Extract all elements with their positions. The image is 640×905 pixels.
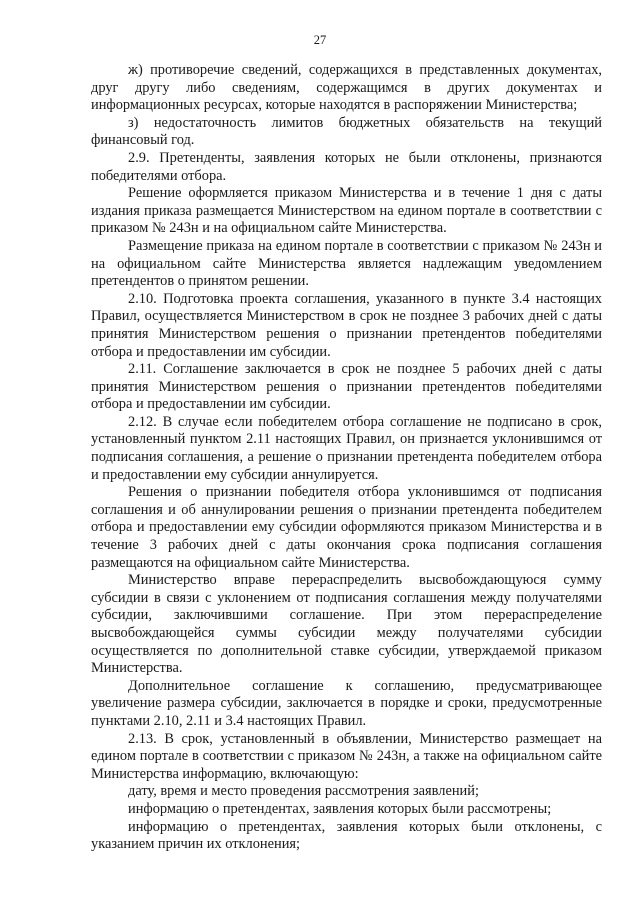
paragraph-zh-contradiction: ж) противоречие сведений, содержащихся в представленных документах, друг другу либо сведениям, содержащимся в других документах и информационных ресурсах, которые находятся в распоряжении Министерства; [91, 62, 602, 114]
paragraph-evasion-decisions: Решения о признании победителя отбора уклонившимся от подписания соглашения и об аннулировании решения о признании претендента победителем отбора и предоставлении ему субсидии оформляются приказом Министерства и в течение 3 рабочих дней с даты окончания срока подписания соглашения размещаются на официальном сайте Министерства. [91, 484, 602, 571]
paragraph-2-11-agreement-deadline: 2.11. Соглашение заключается в срок не позднее 5 рабочих дней с даты принятия Министерством решения о признании претендентов победителями отбора и предоставлении им субсидии. [91, 361, 602, 413]
page-number: 27 [313, 33, 327, 47]
list-item-rejected-applicants: информацию о претендентах, заявления которых были отклонены, с указанием причин их отклонения; [91, 818, 602, 853]
paragraph-2-12-unsigned-agreement: 2.12. В случае если победителем отбора соглашение не подписано в срок, установленный пунктом 2.11 настоящих Правил, он признается уклонившимся от подписания соглашения, а решение о признании претендента победителем отбора и предоставлении ему субсидии аннулируется. [91, 413, 602, 483]
paragraph-2-10-agreement-draft: 2.10. Подготовка проекта соглашения, указанного в пункте 3.4 настоящих Правил, осуществляется Министерством в срок не позднее 3 рабочих дней с даты принятия Министерством решения о признании претендентов победителями отбора и предоставлении им субсидии. [91, 290, 602, 360]
paragraph-order-publication: Размещение приказа на едином портале в соответствии с приказом № 243н и на официальном сайте Министерства является надлежащим уведомлением претендентов о принятом решении. [91, 237, 602, 290]
paragraph-decision-order: Решение оформляется приказом Министерства и в течение 1 дня с даты издания приказа размещается Министерством на едином портале в соответствии с приказом № 243н и на официальном сайте Министерства. [91, 185, 602, 237]
paragraph-2-13-publication: 2.13. В срок, установленный в объявлении, Министерство размещает на едином портале в соответствии с приказом № 243н, а также на официальном сайте Министерства информацию, включающую: [91, 730, 602, 782]
list-item-reviewed-applicants: информацию о претендентах, заявления которых были рассмотрены; [128, 800, 552, 817]
document-body [91, 62, 602, 854]
paragraph-2-9-winners: 2.9. Претенденты, заявления которых не были отклонены, признаются победителями отбора. [91, 149, 602, 184]
paragraph-redistribution: Министерство вправе перераспределить высвобождающуюся сумму субсидии в связи с уклонением от подписания соглашения между получателями субсидии, заключившими соглашение. При этом перераспределение высвобождающейся суммы субсидии между получателями субсидии осуществляется по дополнительной ставке субсидии, утверждаемой приказом Министерства. [91, 572, 602, 677]
paragraph-additional-agreement: Дополнительное соглашение к соглашению, предусматривающее увеличение размера субсидии, заключается в порядке и сроки, предусмотренные пунктами 2.10, 2.11 и 3.4 настоящих Правил. [91, 677, 602, 729]
list-item-date-time-place: дату, время и место проведения рассмотрения заявлений; [128, 783, 479, 800]
paragraph-z-budget-limits: з) недостаточность лимитов бюджетных обязательств на текущий финансовый год. [91, 114, 602, 149]
